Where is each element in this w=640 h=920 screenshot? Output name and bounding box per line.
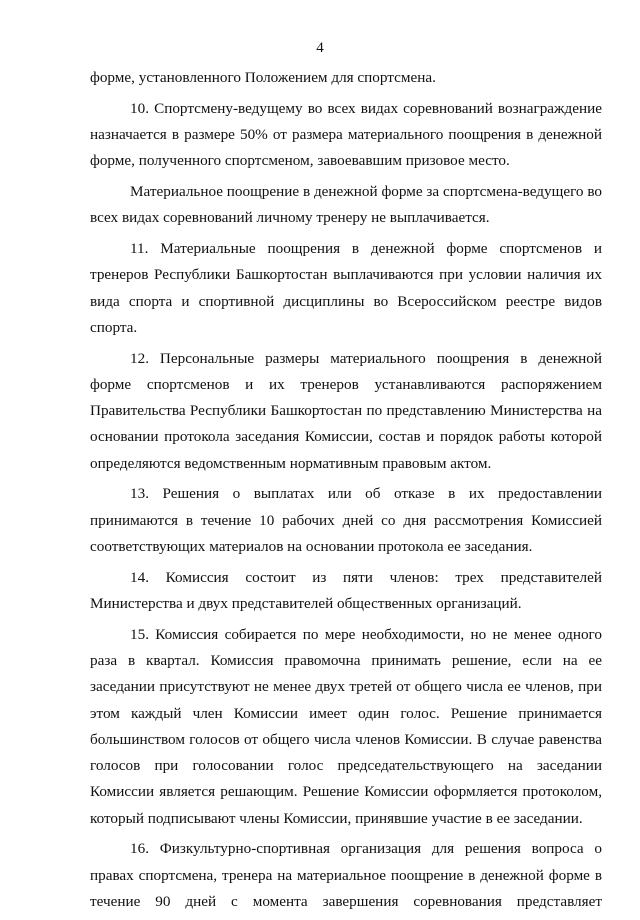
paragraph-item-13: 13. Решения о выплатах или об отказе в их предоставлении принимаются в течение 10 рабочих дней со дня рассмотрения Комиссией соответствующих материалов на основании протокола ее заседания. <box>90 485 602 555</box>
page-number: 4 <box>316 40 324 56</box>
document-body <box>90 65 602 920</box>
paragraph-continuation: форме, установленного Положением для спортсмена. <box>90 69 436 86</box>
paragraph-item-11: 11. Материальные поощрения в денежной форме спортсменов и тренеров Республики Башкортостан выплачиваются при условии наличия их вида спорта и спортивной дисциплины во Всероссийском реестре видов спорта. <box>90 239 602 336</box>
paragraph-item-14: 14. Комиссия состоит из пяти членов: трех представителей Министерства и двух представителей общественных организаций. <box>90 568 602 612</box>
paragraph-item-16: 16. Физкультурно-спортивная организация для решения вопроса о правах спортсмена, тренера на материальное поощрение в денежной форме в течение 90 дней с момента завершения соревнования представляет <box>90 840 602 911</box>
paragraph-item-12: 12. Персональные размеры материального поощрения в денежной форме спортсменов и их тренеров устанавливаются распоряжением Правительства Республики Башкортостан по представлению Министерства на основании протокола заседания Комиссии, состав и порядок работы которой определяются ведомственным нормативным правовым актом. <box>90 349 602 472</box>
paragraph-item-10: 10. Спортсмену-ведущему во всех видах соревнований вознаграждение назначается в размере 50% от размера материального поощрения в денежной форме, полученного спортсменом, завоевавшим призовое место. <box>90 99 602 170</box>
paragraph-item-10-note: Материальное поощрение в денежной форме за спортсмена-ведущего во всех видах соревнований личному тренеру не выплачивается. <box>90 182 602 227</box>
paragraph-item-15: 15. Комиссия собирается по мере необходимости, но не менее одного раза в квартал. Комиссия правомочна принимать решение, если на ее заседании присутствуют не менее двух третей от общего числа ее членов, при этом каждый член Комиссии имеет один голос. Решение принимается большинством голосов от общего числа членов Комиссии. В случае равенства голосов при голосовании голос председательствующего на заседании Комиссии является решающим. Решение Комиссии оформляется протоколом, который подписывают члены Комиссии, принявшие участие в ее заседании. <box>90 625 602 827</box>
